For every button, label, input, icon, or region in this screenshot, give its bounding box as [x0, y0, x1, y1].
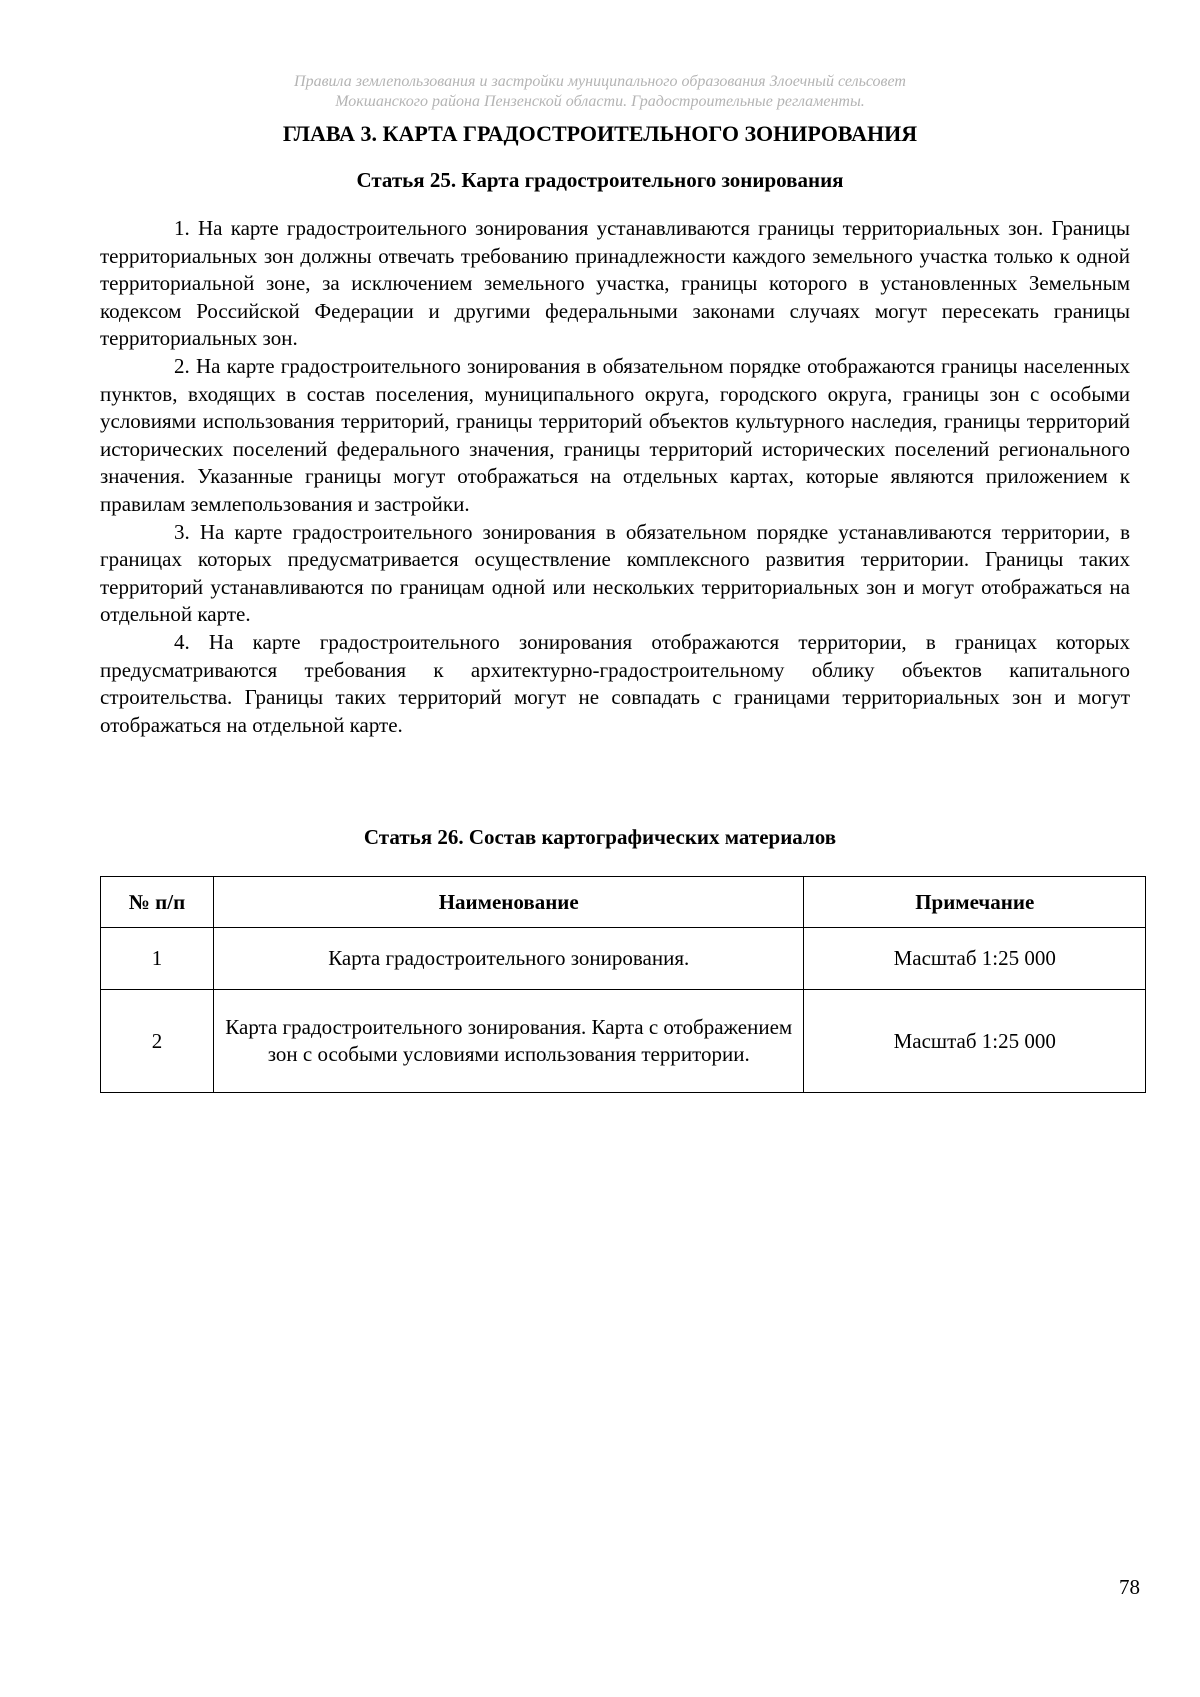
cell-number: 1 — [101, 928, 214, 990]
table-row — [101, 990, 1146, 1093]
cell-note: Масштаб 1:25 000 — [804, 990, 1146, 1093]
running-header — [0, 72, 1200, 112]
paragraph-3: 3. На карте градостроительного зонирования в обязательном порядке устанавливаются территории, в границах которых предусматривается осуществление комплексного развития территории. Границы таких территорий устанавливаются по границам одной или нескольких территориальных зон и могут отображаться на отдельной карте. — [100, 519, 1130, 627]
article-25-body — [100, 215, 1130, 739]
header-note: Примечание — [804, 877, 1146, 928]
running-header-line-1: Правила землепользования и застройки муниципального образования Злоечный сельсовет — [294, 73, 906, 90]
paragraph-4: 4. На карте градостроительного зонирования отображаются территории, в границах которых предусматриваются требования к архитектурно-градостроительному облику объектов капитального строительства. Границы таких территорий могут не совпадать с границами территориальных зон и могут отображаться на отдельной карте. — [100, 629, 1130, 737]
paragraph-2: 2. На карте градостроительного зонирования в обязательном порядке отображаются границы населенных пунктов, входящих в состав поселения, муниципального округа, городского округа, границы зон с особыми условиями использования территорий, границы территорий объектов культурного наследия, границы территорий исторических поселений федерального значения, границы территорий исторических поселений регионального значения. Указанные границы могут отображаться на отдельных картах, которые являются приложением к правилам землепользования и застройки. — [100, 353, 1130, 516]
table-row — [101, 928, 1146, 990]
running-header-line-2: Мокшанского района Пензенской области. Градостроительные регламенты. — [335, 93, 865, 110]
paragraph-1: 1. На карте градостроительного зонирования устанавливаются границы территориальных зон. Границы территориальных зон должны отвечать требованию принадлежности каждого земельного участка только к одной территориальной зоне, за исключением земельного участка, границы которого в установленных Земельным кодексом Российской Федерации и другими федеральными законами случаях могут пересекать границы территориальных зон. — [100, 216, 1130, 351]
page-number: 78 — [1119, 1575, 1140, 1599]
cell-number: 2 — [101, 990, 214, 1093]
cell-name: Карта градостроительного зонирования. — [213, 928, 803, 990]
article-25-title: Статья 25. Карта градостроительного зонирования — [356, 168, 844, 192]
cell-name: Карта градостроительного зонирования. Карта с отображением зон с особыми условиями использования территории. — [213, 990, 803, 1093]
table-header-row — [101, 877, 1146, 928]
header-number: № п/п — [101, 877, 214, 928]
cell-note: Масштаб 1:25 000 — [804, 928, 1146, 990]
cartographic-materials-table — [100, 876, 1146, 1093]
header-name: Наименование — [213, 877, 803, 928]
article-26-title: Статья 26. Состав картографических материалов — [363, 825, 837, 849]
chapter-title: ГЛАВА 3. КАРТА ГРАДОСТРОИТЕЛЬНОГО ЗОНИРОВАНИЯ — [282, 121, 918, 146]
